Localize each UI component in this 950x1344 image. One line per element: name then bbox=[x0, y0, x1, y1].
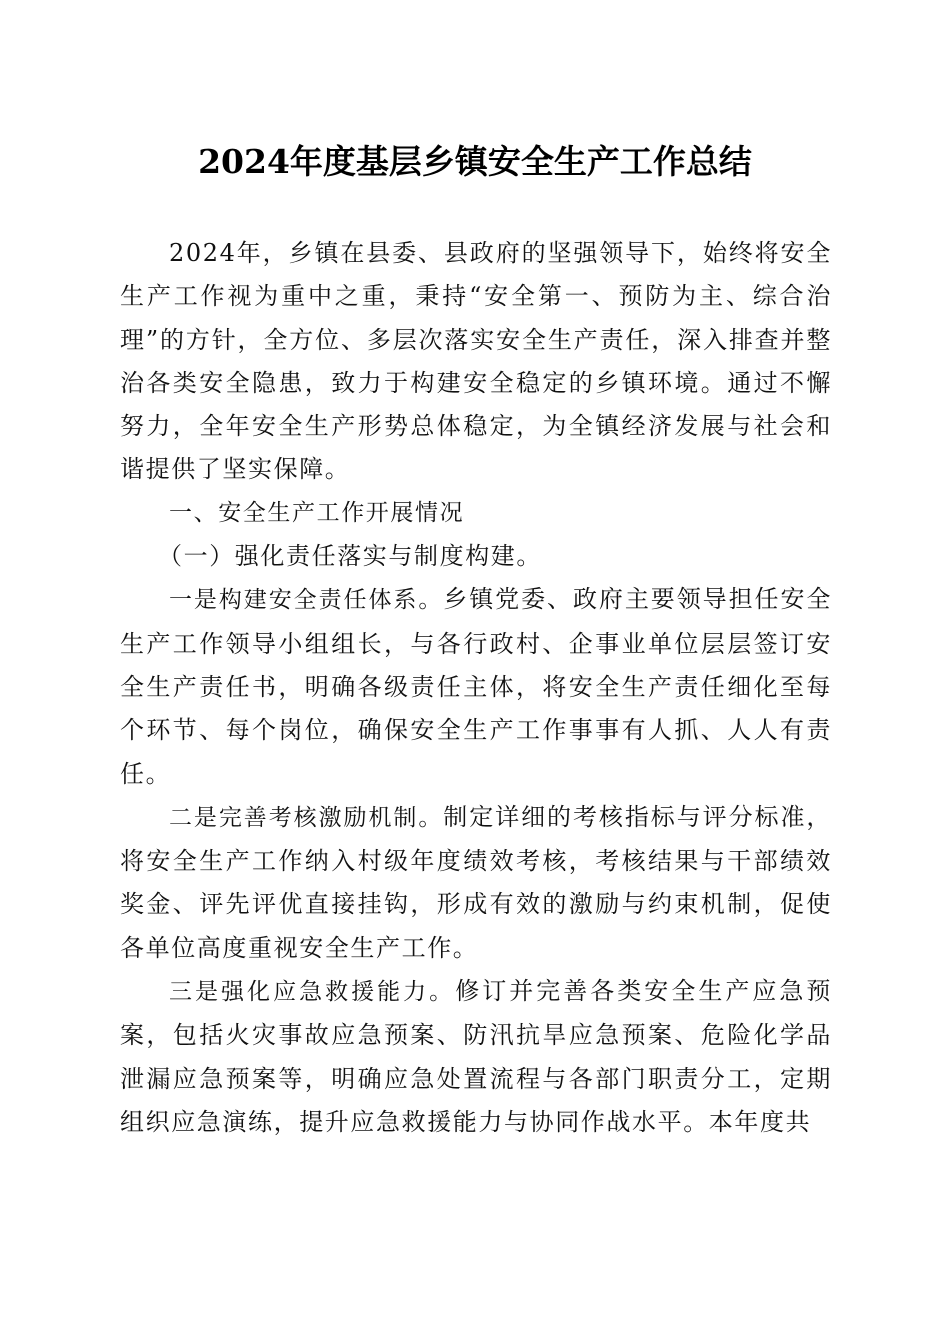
item-text-2: 制定详细的考核指标与评分标准，将安全生产工作纳入村级年度绩效考核，考核结果与干部绩效奖金、评先评优直接挂钩，形成有效的激励与约束机制，促使各单位高度重视安全生产工作。 bbox=[120, 802, 832, 962]
item-text-3: 修订并完善各类安全生产应急预案，包括火灾事故应急预案、防汛抗旱应急预案、危险化学品泄漏应急预案等，明确应急处置流程与各部门职责分工，定期组织应急演练，提升应急救援能力与协同作战水平。本年度共 bbox=[120, 977, 832, 1136]
subsection-heading: （一）强化责任落实与制度构建。 bbox=[158, 542, 542, 571]
item-text-1: 乡镇党委、政府主要领导担任安全生产工作领导小组组长，与各行政村、企事业单位层层签订安全生产责任书，明确各级责任主体，将安全生产责任细化至每个环节、每个岗位，确保安全生产工作事事有人抓、人人有责任。 bbox=[120, 585, 832, 788]
document-title: 2024年度基层乡镇安全生产工作总结 bbox=[198, 142, 752, 181]
item-paragraph-3 bbox=[120, 970, 832, 1144]
section-heading: 一、安全生产工作开展情况 bbox=[169, 499, 465, 526]
item-lead-3: 三是强化应急救援能力。 bbox=[169, 979, 456, 1006]
intro-paragraph: 2024年，乡镇在县委、县政府的坚强领导下，始终将安全生产工作视为重中之重，秉持“安全第一、预防为主、综合治理”的方针，全方位、多层次落实安全生产责任，深入排查并整治各类安全隐患，致力于构建安全稳定的乡镇环境。通过不懈努力，全年安全生产形势总体稳定，为全镇经济发展与社会和谐提供了坚实保障。 bbox=[120, 239, 832, 484]
item-paragraph-2 bbox=[120, 796, 832, 970]
item-lead-1: 一是构建安全责任体系。 bbox=[169, 587, 444, 614]
item-paragraph-1 bbox=[120, 578, 832, 795]
item-lead-2: 二是完善考核激励机制。 bbox=[169, 804, 444, 831]
document-body bbox=[120, 232, 832, 1144]
